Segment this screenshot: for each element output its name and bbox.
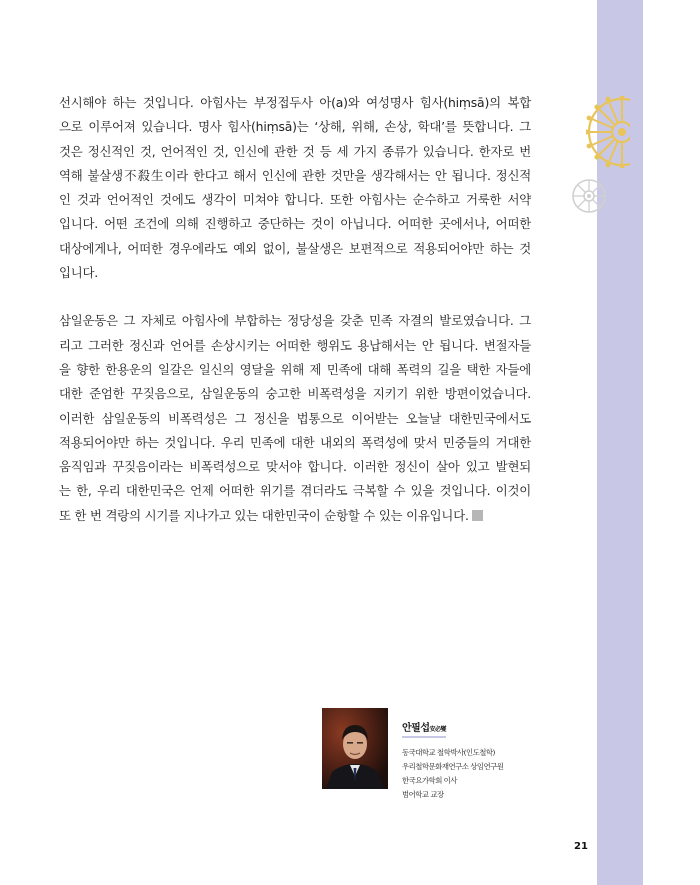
text-line: 적용되어야만 하는 것입니다. 우리 민족에 대한 내외의 폭력성에 맞서 민중들의 거대한 <box>59 434 531 450</box>
author-credential: 우리철학문화재연구소 상임연구원 <box>402 762 504 771</box>
text-line: 입니다. 어떤 조건에 의해 진행하고 중단하는 것이 아닙니다. 어떠한 곳에서나, 어떠한 <box>59 216 531 232</box>
text-line: 대한 준엄한 꾸짖음으로, 삼일운동의 숭고한 비폭력성을 지키기 위한 방편이었습니다. <box>59 386 531 402</box>
text-line: 것은 정신적인 것, 언어적인 것, 인신에 관한 것 등 세 가지 종류가 있습니다. 한자로 번 <box>59 143 531 159</box>
text-line: 역해 불살생不殺生이라 한다고 해서 인신에 관한 것만을 생각해서는 안 됩니다. 정신적 <box>59 167 531 183</box>
text-line: 입니다. <box>59 265 99 281</box>
author-credential: 동국대학교 철학박사(인도철학) <box>402 748 495 757</box>
text-line: 대상에게나, 어떠한 경우에라도 예외 없이, 불살생은 보편적으로 적용되어야만 하는 것 <box>59 240 531 256</box>
author-photo <box>322 708 388 789</box>
text-line: 으로 이루어져 있습니다. 명사 힘사(hiṃsā)는 ‘상해, 위해, 손상, 학대’를 뜻합니다. 그 <box>59 119 531 135</box>
author-credential: 한국요가학회 이사 <box>402 776 457 785</box>
end-mark-square-icon <box>472 510 483 521</box>
text-line: 을 향한 한용운의 일갈은 일신의 영달을 위해 제 민족에 대해 폭력의 길을 택한 자들에 <box>59 361 531 377</box>
author-name-korean: 안필섭 <box>402 723 430 734</box>
paragraph-1 <box>59 91 531 285</box>
text-line: 이러한 삼일운동의 비폭력성은 그 정신을 법통으로 이어받는 오늘날 대한민국에서도 <box>59 410 531 426</box>
dharma-wheel-gold-icon <box>586 96 630 168</box>
author-name-hanja: 安必燮 <box>429 726 446 733</box>
author-credentials <box>402 746 572 802</box>
text-line: 선시해야 하는 것입니다. 아힘사는 부정접두사 아(a)와 여성명사 힘사(hiṃsā)의 복합 <box>59 95 531 110</box>
text-line: 는 한, 우리 대한민국은 언제 어떠한 위기를 겪더라도 극복할 수 있을 것입니다. 이것이 <box>59 483 531 499</box>
text-line: 인 것과 언어적인 것에도 생각이 미쳐야 합니다. 또한 아힘사는 순수하고 거룩한 서약 <box>59 192 531 208</box>
author-name <box>402 719 446 738</box>
text-line: 움직임과 꾸짖음이라는 비폭력성으로 맞서야 합니다. 이러한 정신이 살아 있고 발현되 <box>59 459 531 475</box>
paragraph-2 <box>59 309 531 528</box>
text-line: 삼일운동은 그 자체로 아힘사에 부합하는 정당성을 갖춘 민족 자결의 발로였습니다. 그 <box>59 313 531 329</box>
dharma-wheel-grey-icon <box>570 177 608 215</box>
article-body <box>59 91 531 528</box>
page-number: 21 <box>574 841 588 852</box>
text-line-last <box>59 504 531 528</box>
text-line-content: 또 한 번 격랑의 시기를 지나가고 있는 대한민국이 순항할 수 있는 이유입니다. <box>59 507 469 523</box>
paragraph-gap <box>59 285 531 309</box>
text-line: 리고 그러한 정신과 언어를 손상시키는 어떠한 행위도 용납해서는 안 됩니다. 변절자들 <box>59 337 531 353</box>
author-credential: 범어학교 교장 <box>402 790 444 799</box>
author-bio <box>402 716 572 802</box>
